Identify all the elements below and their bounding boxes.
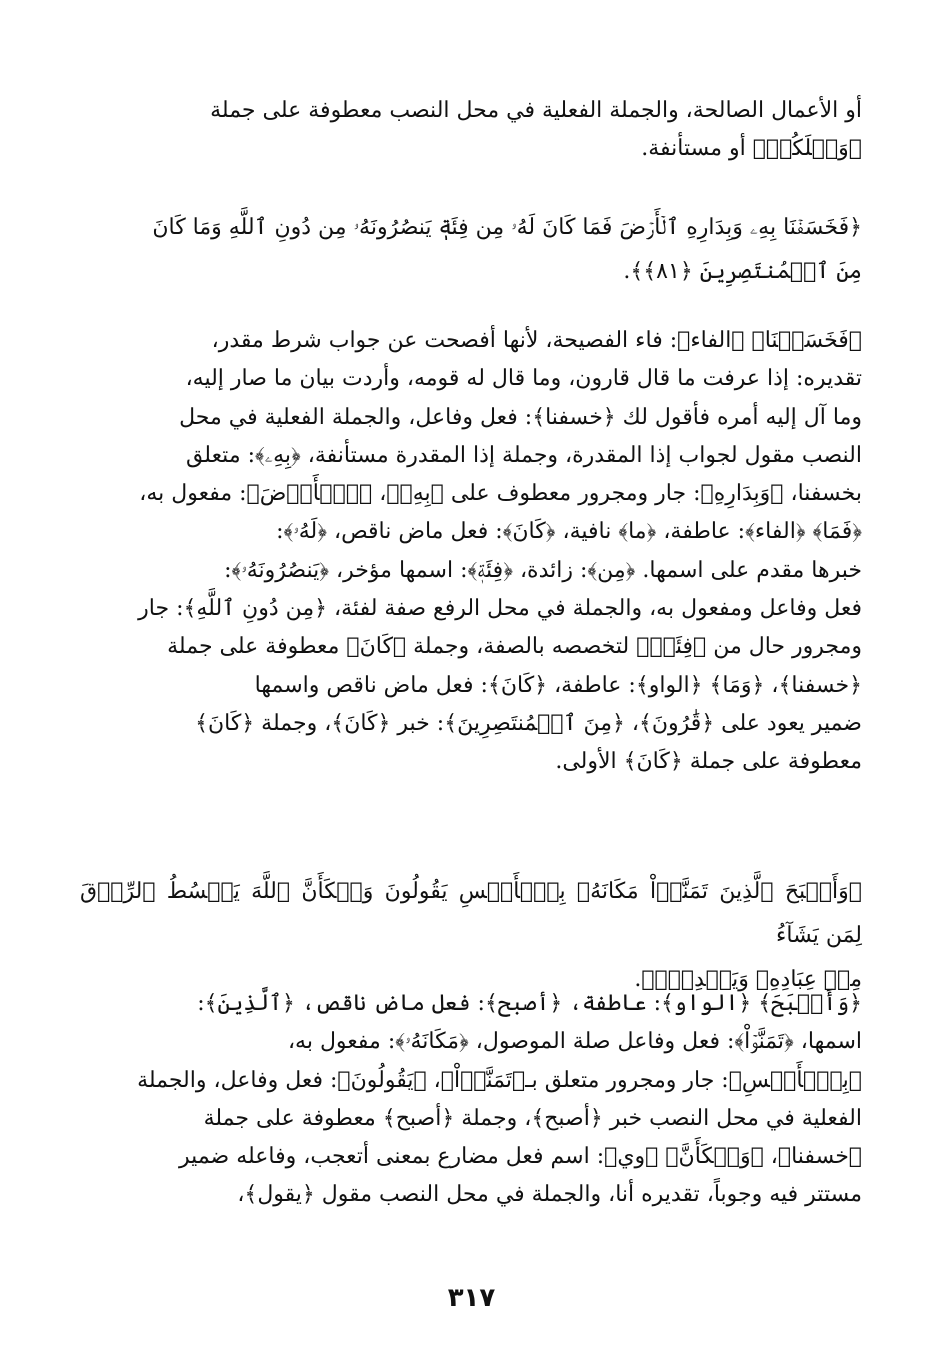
quran-verse-82: ﴿وَأَصۡبَحَ ٱلَّذِينَ تَمَنَّوۡاْ مَكَانَهُۥ بِٱلۡأَمۡسِ يَقُولُونَ وَيۡكَأَنَّ ٱللَّهَ يَبۡسُطُ ٱلرِّزۡقَ لِمَن يَشَآءُ مِنۡ عِبَادِهِۦ وَيَقۡدِرُۖ﴾.	[80, 879, 862, 992]
commentary-paragraph-3: ﴿وَأَصۡبَحَ﴾ ﴿الواو﴾: عاطفة، ﴿أصبح﴾: فعل ماض ناقص، ﴿ٱلَّذِينَ﴾: اسمها، ﴿تَمَنَّوۡاْ﴾: فعل وفاعل صلة الموصول، ﴿مَكَانَهُۥ﴾: مفعول به، ﴿بِٱلۡأَمۡسِ﴾: جار ومجرور متعلق بـ﴿تَمَنَّوۡاْ﴾، ﴿يَقُولُونَ﴾: فعل وفاعل، والجملة الفعلية في محل النصب خبر ﴿أصبح﴾، وجملة ﴿أصبح﴾ معطوفة على جملة ﴿خسفنا﴾، ﴿وَيۡكَأَنَّ﴾ ﴿وي﴾: اسم فعل مضارع بمعنى أتعجب، وفاعله ضمير مستتر فيه وجوباً، تقديره أنا، والجملة في محل النصب مقول ﴿يقول﴾،	[137, 991, 862, 1208]
commentary-paragraph-2: ﴿فَخَسَفۡنَا﴾ ﴿الفاء﴾: فاء الفصيحة، لأنها أفصحت عن جواب شرط مقدر، تقديره: إذا عرفت ما قال قارون، وما قال له قومه، وأردت بيان ما صار إليه، وما آل إليه أمره فأقول لك ﴿خسفنا﴾: فعل وفاعل، والجملة الفعلية في محل النصب مقول لجواب إذا المقدرة، وجملة إذا المقدرة مستأنفة، ﴿بِهِۦ﴾: متعلق بخسفنا، ﴿وَبِدَارِهِ﴾: جار ومجرور معطوف على ﴿بِهِۦ﴾، ﴿ٱلۡأَرۡضَ﴾: مفعول به، ﴿فَمَا﴾ ﴿الفاء﴾: عاطفة، ﴿ما﴾ نافية، ﴿كَانَ﴾: فعل ماض ناقص، ﴿لَهُۥ﴾: خبرها مقدم على اسمها. ﴿مِن﴾: زائدة، ﴿فِئَةٖ﴾: اسمها مؤخر، ﴿يَنصُرُونَهُۥ﴾: فعل وفاعل ومفعول به، والجملة في محل الرفع صفة لفئة، ﴿مِن دُونِ ٱللَّهِ﴾: جار ومجرور حال من ﴿فِئَةٖ﴾ لتخصصه بالصفة، وجملة ﴿كَانَ﴾ معطوفة على جملة ﴿خسفنا﴾، ﴿وَمَا﴾ ﴿الواو﴾: عاطفة، ﴿كَانَ﴾: فعل ماض ناقص واسمها ضمير يعود على ﴿قَٰرُونَ﴾، ﴿مِنَ ٱلۡمُنتَصِرِينَ﴾: خبر ﴿كَانَ﴾، وجملة ﴿كَانَ﴾ معطوفة على جملة ﴿كَانَ﴾ الأولى.	[138, 328, 862, 775]
commentary-paragraph-1: أو الأعمال الصالحة، والجملة الفعلية في محل النصب معطوفة على جملة ﴿وَيۡلَكُمۡ﴾ أو مستأنفة.	[210, 98, 862, 162]
page-number: ٣١٧	[447, 1283, 496, 1313]
quran-verse-81: ﴿فَخَسَفۡنَا بِهِۦ وَبِدَارِهِ ٱلۡأَرۡضَ فَمَا كَانَ لَهُۥ مِن فِئَةٖ يَنصُرُونَهُۥ مِن دُونِ ٱللَّهِ وَمَا كَانَ مِنَ ٱلۡمُنتَصِرِينَ ﴿٨١﴾﴾.	[152, 215, 862, 284]
